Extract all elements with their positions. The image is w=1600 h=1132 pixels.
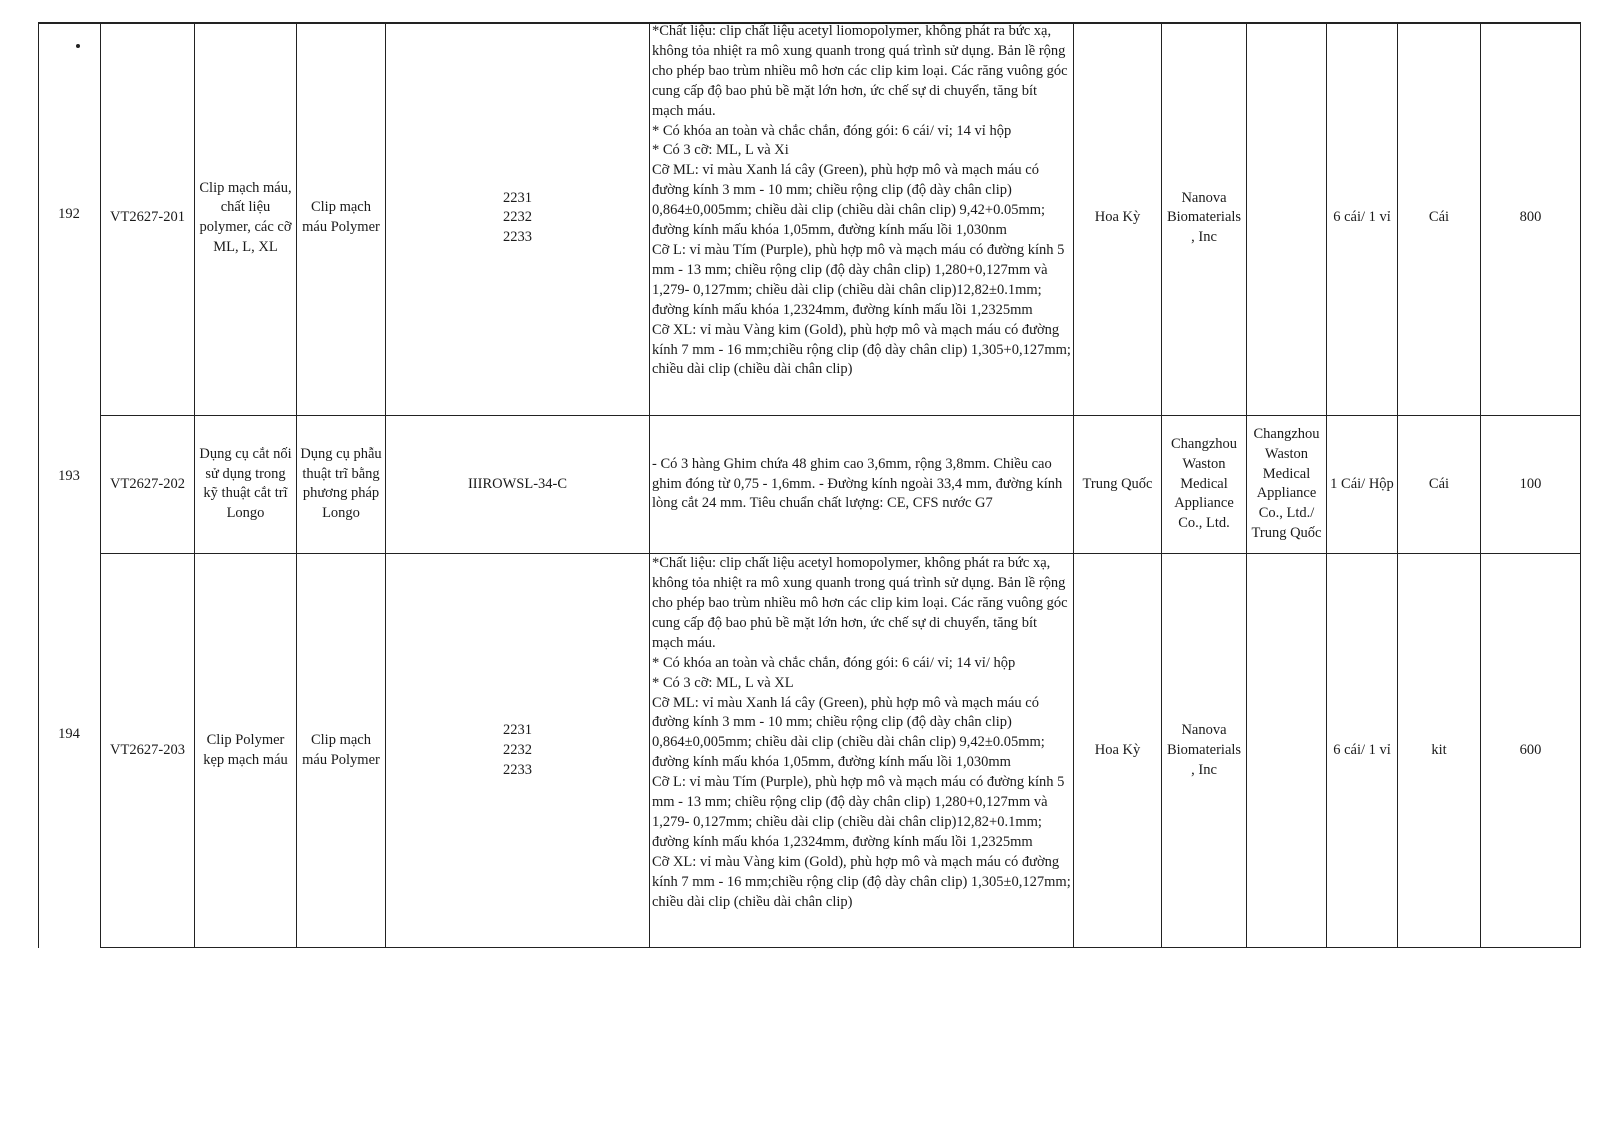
model-line: IIIROWSL-34-C (467, 475, 568, 492)
model-line: 2233 (503, 229, 532, 246)
owner-cell (1247, 22, 1327, 415)
commercial-name-cell: Dụng cụ phẫu thuật trĩ bằng phương pháp Longo (297, 415, 386, 553)
quantity-cell: 100 (1481, 415, 1581, 553)
commercial-name-cell: Clip mạch máu Polymer (297, 22, 386, 415)
item-name-cell: Clip mạch máu, chất liệu polymer, các cỡ ML, L, XL (195, 22, 297, 415)
owner-cell (1247, 554, 1327, 948)
description-cell (650, 554, 1074, 948)
description-cell: - Có 3 hàng Ghim chứa 48 ghim cao 3,6mm, rộng 3,8mm. Chiều cao ghim đóng từ 0,75 - 1,6mm. - Đường kính ngoài 33,4 mm, đường kính lòng cắt 24 mm. Tiêu chuẩn chất lượng: CE, CFS nước G7 (650, 415, 1074, 553)
description-cell (650, 22, 1074, 415)
equipment-table (100, 22, 1581, 948)
model-line: 2231 (503, 189, 532, 206)
model-cell (386, 22, 650, 415)
model-cell (386, 554, 650, 948)
item-name-cell: Dụng cụ cắt nối sử dụng trong kỹ thuật cắt trĩ Longo (195, 415, 297, 553)
code-cell: VT2627-201 (101, 22, 195, 415)
unit-cell: Cái (1398, 415, 1481, 553)
manufacturer-cell: Nanova Biomaterials , Inc (1162, 554, 1247, 948)
quantity-cell: 800 (1481, 22, 1581, 415)
table-row (101, 554, 1581, 948)
row-192-stt: 192 (58, 206, 80, 222)
code-cell: VT2627-203 (101, 554, 195, 948)
manufacturer-cell: Nanova Biomaterials , Inc (1162, 22, 1247, 415)
model-line: 2232 (503, 741, 532, 758)
description-text: *Chất liệu: clip chất liệu acetyl homopolymer, không phát ra bức xạ, không tỏa nhiệt ra mô xung quanh trong quá trình sử dụng. Bản lề rộng cho phép bao trùm nhiều mô hơn các clip kim loại. Các răng vuông góc cung cấp độ bao phủ bề mặt lớn hơn, ức chế sự di chuyển, tăng bít mạch máu. * Có khóa an toàn và chắc chắn, đóng gói: 6 cái/ vỉ; 14 vỉ/ hộp * Có 3 cỡ: ML, L và XL Cỡ ML: vỉ màu Xanh lá cây (Green), phù hợp mô và mạch máu có đường kính 3 mm - 10 mm; chiều rộng clip (độ dày chân clip) 0,864±0,005mm; chiều dài clip (chiều dài chân clip) 9,42±0.05mm; đường kính mấu khóa 1,05mm, đường kính mấu lồi 1,030mm Cỡ L: vỉ màu Tím (Purple), phù hợp mô và mạch máu có đường kính 5 mm - 13 mm; chiều rộng clip (độ dày chân clip) 1,280+0,127mm và 1,279- 0,127mm; chiều dài clip (chiều dài chân clip)12,82+0.1mm; đường kính mấu khóa 1,2324mm, đường kính mấu lồi 1,2325mm Cỡ XL: vỉ màu Vàng kim (Gold), phù hợp mô và mạch máu có đường kính 7 mm - 16 mm;chiều rộng clip (độ dày chân clip) 1,305±0,127mm; chiều dài clip (chiều dài chân clip) (652, 555, 1071, 910)
origin-cell: Trung Quốc (1074, 415, 1162, 553)
model-line: 2231 (503, 721, 532, 738)
quantity-cell: 600 (1481, 554, 1581, 948)
table-row (101, 22, 1581, 415)
row-194-stt: 194 (58, 726, 80, 742)
table-row (101, 415, 1581, 553)
origin-cell: Hoa Kỳ (1074, 554, 1162, 948)
origin-cell: Hoa Kỳ (1074, 22, 1162, 415)
packing-cell: 6 cái/ 1 vỉ (1327, 554, 1398, 948)
model-cell (386, 415, 650, 553)
row-193-stt: 193 (58, 468, 80, 484)
description-text: *Chất liệu: clip chất liệu acetyl liomopolymer, không phát ra bức xạ, không tỏa nhiệt ra mô xung quanh trong quá trình sử dụng. Bản lề rộng cho phép bao trùm nhiều mô hơn các clip kim loại. Các răng vuông góc cung cấp độ bao phủ bề mặt lớn hơn, ức chế sự di chuyển, tăng bít mạch máu. * Có khóa an toàn và chắc chắn, đóng gói: 6 cái/ vỉ; 14 vỉ hộp * Có 3 cỡ: ML, L và Xi Cỡ ML: vỉ màu Xanh lá cây (Green), phù hợp mô và mạch máu có đường kính 3 mm - 10 mm; chiều rộng clip (độ dày chân clip) 0,864±0,005mm; chiều dài clip (chiều dài chân clip) 9,42+0.05mm; đường kính mấu khóa 1,05mm, đường kính mấu lồi 1,030nm Cỡ L: vỉ màu Tím (Purple), phù hợp mô và mạch máu có đường kính 5 mm - 13 mm; chiều rộng clip (độ dày chân clip) 1,280+0,127mm và 1,279- 0,127mm; chiều dài clip (chiều dài chân clip)12,82±0.1mm; đường kính mấu khóa 1,2324mm, đường kính mấu lồi 1,2325mm Cỡ XL: vỉ màu Vàng kim (Gold), phù hợp mô và mạch máu có đường kính 7 mm - 16 mm;chiều rộng clip (độ dày chân clip) 1,305+0,127mm; chiều dài clip (chiều dài chân clip) (652, 23, 1071, 378)
manufacturer-cell: Changzhou Waston Medical Appliance Co., Ltd. (1162, 415, 1247, 553)
unit-cell: Cái (1398, 22, 1481, 415)
unit-cell: kit (1398, 554, 1481, 948)
model-line: 2232 (503, 209, 532, 226)
commercial-name-cell: Clip mạch máu Polymer (297, 554, 386, 948)
scan-mark (76, 44, 80, 48)
item-name-cell: Clip Polymer kẹp mạch máu (195, 554, 297, 948)
packing-cell: 6 cái/ 1 vỉ (1327, 22, 1398, 415)
model-line: 2233 (503, 761, 532, 778)
code-cell: VT2627-202 (101, 415, 195, 553)
packing-cell: 1 Cái/ Hộp (1327, 415, 1398, 553)
owner-cell: Changzhou Waston Medical Appliance Co., Ltd./ Trung Quốc (1247, 415, 1327, 553)
